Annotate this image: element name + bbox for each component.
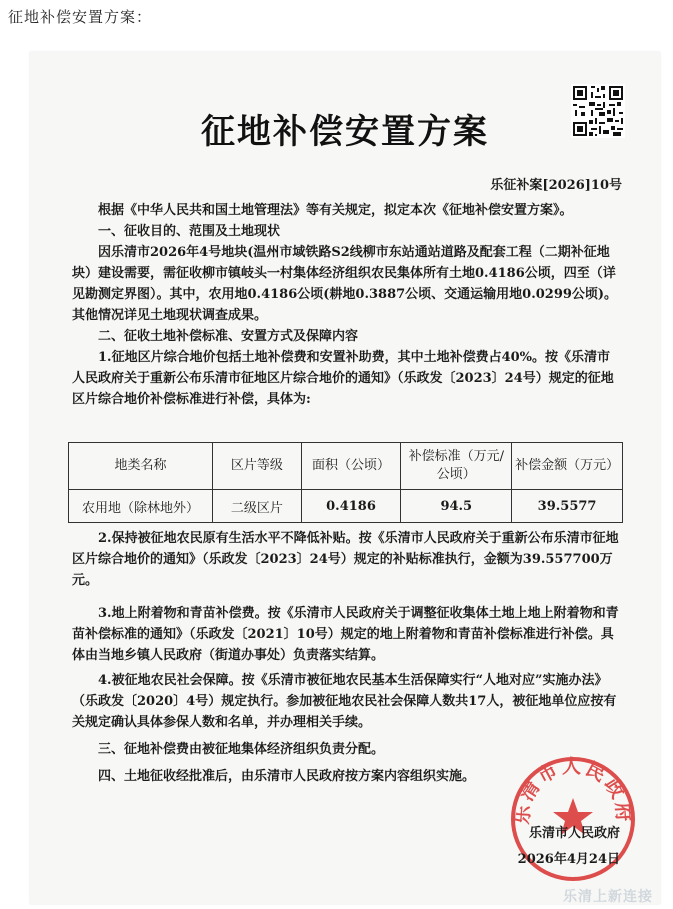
watermark: 乐清上新连接	[563, 889, 653, 905]
section4-paragraph: 四、土地征收经批准后，由乐清市人民政府按方案内容组织实施。	[98, 769, 476, 784]
table-header-cell: 补偿金额（万元）	[512, 443, 623, 490]
signature-org: 乐清市人民政府	[528, 826, 620, 841]
section1-paragraph: 因乐清市2026年4号地块(温州市域铁路S2线柳市东站通站道路及配套工程（二期补征地块）建设需要，需征收柳市镇岐头一村集体经济组织农民集体所有土地0.4186公顷，四至（详见勘测定界图）。其中，农用地0.4186公顷(耕地0.3887公顷、交通运输用地0.0299公顷)。其他情况详见土地现状调查成果。	[72, 245, 618, 323]
document-number: 乐征补案[2026]10号	[490, 178, 622, 193]
document-body-top	[72, 200, 620, 410]
document-title: 征地补偿安置方案	[201, 112, 489, 152]
intro-paragraph: 根据《中华人民共和国土地管理法》等有关规定，拟定本次《征地补偿安置方案》。	[98, 203, 573, 218]
qr-code-icon	[571, 84, 625, 138]
document-body-bottom	[72, 528, 620, 787]
item2-paragraph: 2.保持被征地农民原有生活水平不降低补贴。按《乐清市人民政府关于重新公布乐清市征地区片综合地价的通知》（乐政发〔2023〕24号）规定的补贴标准执行，金额为39.557700万元。	[72, 531, 619, 588]
table-cell: 39.5577	[512, 490, 623, 523]
table-cell: 二级区片	[213, 490, 302, 523]
compensation-table	[68, 442, 623, 523]
table-cell: 0.4186	[301, 490, 401, 523]
table-row	[69, 490, 623, 523]
table-header-cell: 区片等级	[213, 443, 302, 490]
table-cell: 农用地（除林地外）	[69, 490, 213, 523]
section2-heading: 二、征收土地补偿标准、安置方式及保障内容	[98, 329, 359, 344]
page-caption: 征地补偿安置方案：	[8, 8, 153, 26]
table-header-cell: 补偿标准（万元/公顷）	[401, 443, 512, 490]
item4-paragraph: 4.被征地农民社会保障。按《乐清市被征地农民基本生活保障实行“人地对应”实施办法》（乐政发〔2020〕4号）规定执行。参加被征地农民社会保障人数共17人，被征地单位应按有关规定确认具体参保人数和名单，并办理相关手续。	[72, 673, 617, 730]
table-header-cell: 地类名称	[69, 443, 213, 490]
table-header-cell: 面积（公顷）	[301, 443, 401, 490]
section1-heading: 一、征收目的、范围及土地现状	[98, 224, 281, 239]
table-cell: 94.5	[401, 490, 512, 523]
item3-paragraph: 3.地上附着物和青苗补偿费。按《乐清市人民政府关于调整征收集体土地上地上附着物和青苗补偿标准的通知》（乐政发〔2021〕10号）规定的地上附着物和青苗补偿标准进行补偿。具体由当地乡镇人民政府（街道办事处）负责落实结算。	[72, 606, 619, 663]
item1-paragraph: 1.征地区片综合地价包括土地补偿费和安置补助费，其中土地补偿费占40%。按《乐清市人民政府关于重新公布乐清市征地区片综合地价的通知》（乐政发〔2023〕24号）规定的征地区片综合地价补偿标准进行补偿，具体为:	[72, 350, 614, 407]
document-paper	[30, 52, 660, 904]
seal-text: 乐清市人民政府	[511, 755, 635, 826]
signature-date: 2026年4月24日	[517, 852, 620, 867]
section3-paragraph: 三、征地补偿费由被征地集体经济组织负责分配。	[98, 742, 385, 757]
table-header-row	[69, 443, 623, 490]
